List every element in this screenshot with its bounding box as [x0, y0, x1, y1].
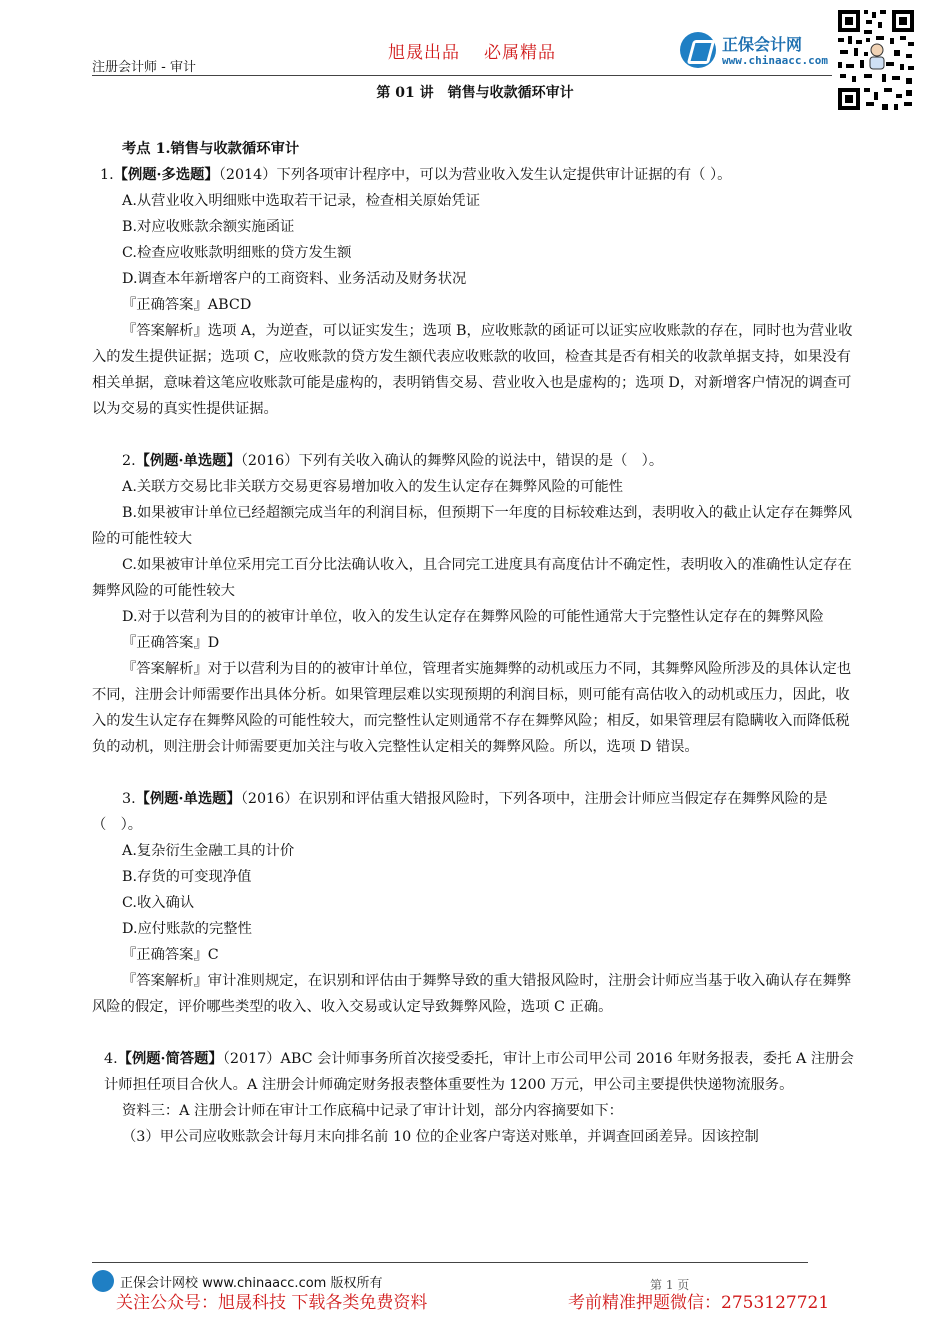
q3-option-d: D.应付账款的完整性 — [122, 921, 252, 937]
question-1 — [92, 162, 860, 188]
q3-answer: 『正确答案』C — [122, 947, 219, 963]
course-label: 注册会计师 - 审计 — [92, 60, 196, 75]
q2-analysis: 『答案解析』对于以营利为目的的被审计单位，管理者实施舞弊的动机或压力不同，其舞弊风险所涉及的具体认定也不同，注册会计师需要作出具体分析。如果管理层难以实现预期的利润目标，则可能有高估收入的动机或压力，因此，收入的发生认定存在舞弊风险的可能性较大，而完整性认定则通常不存在舞弊风险；相反，如果管理层有隐瞒收入而降低税负的动机，则注册会计师需要更加关注与收入完整性认定相关的舞弊风险。所以，选项 D 错误。 — [92, 661, 852, 755]
q1-option-c: C.检查应收账款明细账的贷方发生额 — [122, 245, 352, 261]
section-heading: 考点 1.销售与收款循环审计 — [122, 141, 300, 157]
q2-number: 2. — [122, 453, 136, 469]
q1-number: 1. — [100, 167, 114, 183]
q4-tag: 【例题·简答题】 — [117, 1051, 223, 1067]
header-divider — [92, 75, 832, 76]
brand-url: www.chinaacc.com — [722, 54, 828, 67]
q2-option-d: D.对于以营利为目的的被审计单位，收入的发生认定存在舞弊风险的可能性通常大于完整性认定存在的舞弊风险 — [122, 609, 824, 625]
q2-answer: 『正确答案』D — [122, 635, 220, 651]
slogan-part-1: 旭晟出品 — [388, 43, 460, 63]
q4-item-3: （3）甲公司应收账款会计每月末向排名前 10 位的企业客户寄送对账单，并调查回函差异。因该控制 — [122, 1129, 759, 1145]
q3-number: 3. — [122, 791, 136, 807]
q2-option-b: B.如果被审计单位已经超额完成当年的利润目标，但预期下一年度的目标较难达到，表明收入的截止认定存在舞弊风险的可能性较大 — [92, 505, 852, 547]
q1-option-a: A.从营业收入明细账中选取若干记录，检查相关原始凭证 — [122, 193, 480, 209]
q1-tag: 【例题·多选题】 — [113, 167, 219, 183]
q3-stem: （2016）在识别和评估重大错报风险时，下列各项中，注册会计师应当假定存在舞弊风险的是（ ）。 — [92, 791, 828, 833]
page-number: 第 1 页 — [650, 1278, 690, 1292]
q1-option-b: B.对应收账款余额实施函证 — [122, 219, 295, 235]
q2-stem: （2016）下列有关收入确认的舞弊风险的说法中，错误的是（ ）。 — [240, 453, 664, 469]
q1-stem: （2014）下列各项审计程序中，可以为营业收入发生认定提供审计证据的有（ ）。 — [218, 167, 732, 183]
brand-name: 正保会计网 — [722, 35, 803, 54]
footer-promo-right: 考前精准押题微信：2753127721 — [568, 1293, 830, 1313]
q2-option-a: A.关联方交易比非关联方交易更容易增加收入的发生认定存在舞弊风险的可能性 — [122, 479, 623, 495]
q1-option-d: D.调查本年新增客户的工商资料、业务活动及财务状况 — [122, 271, 467, 287]
q2-tag: 【例题·单选题】 — [135, 453, 241, 469]
footer-promo-left: 关注公众号：旭晟科技 下载各类免费资料 — [116, 1293, 428, 1313]
logo-icon — [680, 32, 716, 68]
q3-option-b: B.存货的可变现净值 — [122, 869, 252, 885]
publisher-slogan — [388, 38, 580, 63]
footer-divider — [92, 1262, 808, 1263]
footer-copyright: 正保会计网校 www.chinaacc.com 版权所有 — [120, 1276, 383, 1291]
q4-material: 资料三：A 注册会计师在审计工作底稿中记录了审计计划，部分内容摘要如下： — [122, 1103, 623, 1119]
question-4 — [92, 1046, 860, 1098]
brand-logo[interactable] — [680, 30, 830, 74]
footer-logo-icon — [92, 1270, 114, 1292]
document-body — [92, 136, 860, 1150]
question-3 — [92, 786, 860, 838]
q3-option-c: C.收入确认 — [122, 895, 195, 911]
q3-analysis: 『答案解析』审计准则规定，在识别和评估由于舞弊导致的重大错报风险时，注册会计师应当基于收入确认存在舞弊风险的假定，评价哪些类型的收入、收入交易或认定导致舞弊风险，选项 C 正确。 — [92, 973, 852, 1015]
slogan-part-2: 必属精品 — [484, 43, 556, 63]
q3-tag: 【例题·单选题】 — [135, 791, 241, 807]
q1-answer: 『正确答案』ABCD — [122, 297, 252, 313]
q2-option-c: C.如果被审计单位采用完工百分比法确认收入，且合同完工进度具有高度估计不确定性，表明收入的准确性认定存在舞弊风险的可能性较大 — [92, 557, 852, 599]
q4-number: 4. — [104, 1051, 118, 1067]
question-2 — [92, 448, 860, 474]
q4-stem: （2017）ABC 会计师事务所首次接受委托，审计上市公司甲公司 2016 年财务报表，委托 A 注册会计师担任项目合伙人。A 注册会计师确定财务报表整体重要性为 1200 万元，甲公司主要提供快递物流服务。 — [104, 1051, 854, 1093]
lecture-title: 第 01 讲 销售与收款循环审计 — [376, 85, 574, 101]
q3-option-a: A.复杂衍生金融工具的计价 — [122, 843, 295, 859]
q1-analysis: 『答案解析』选项 A，为逆查，可以证实发生；选项 B，应收账款的函证可以证实应收账款的存在，同时也为营业收入的发生提供证据；选项 C，应收账款的贷方发生额代表应收账款的收回，检查其是否有相关的收款单据支持，如果没有相关单据，意味着这笔应收账款可能是虚构的，表明销售交易、营业收入也是虚构的；选项 D，对新增客户情况的调查可以为交易的真实性提供证据。 — [92, 323, 853, 417]
